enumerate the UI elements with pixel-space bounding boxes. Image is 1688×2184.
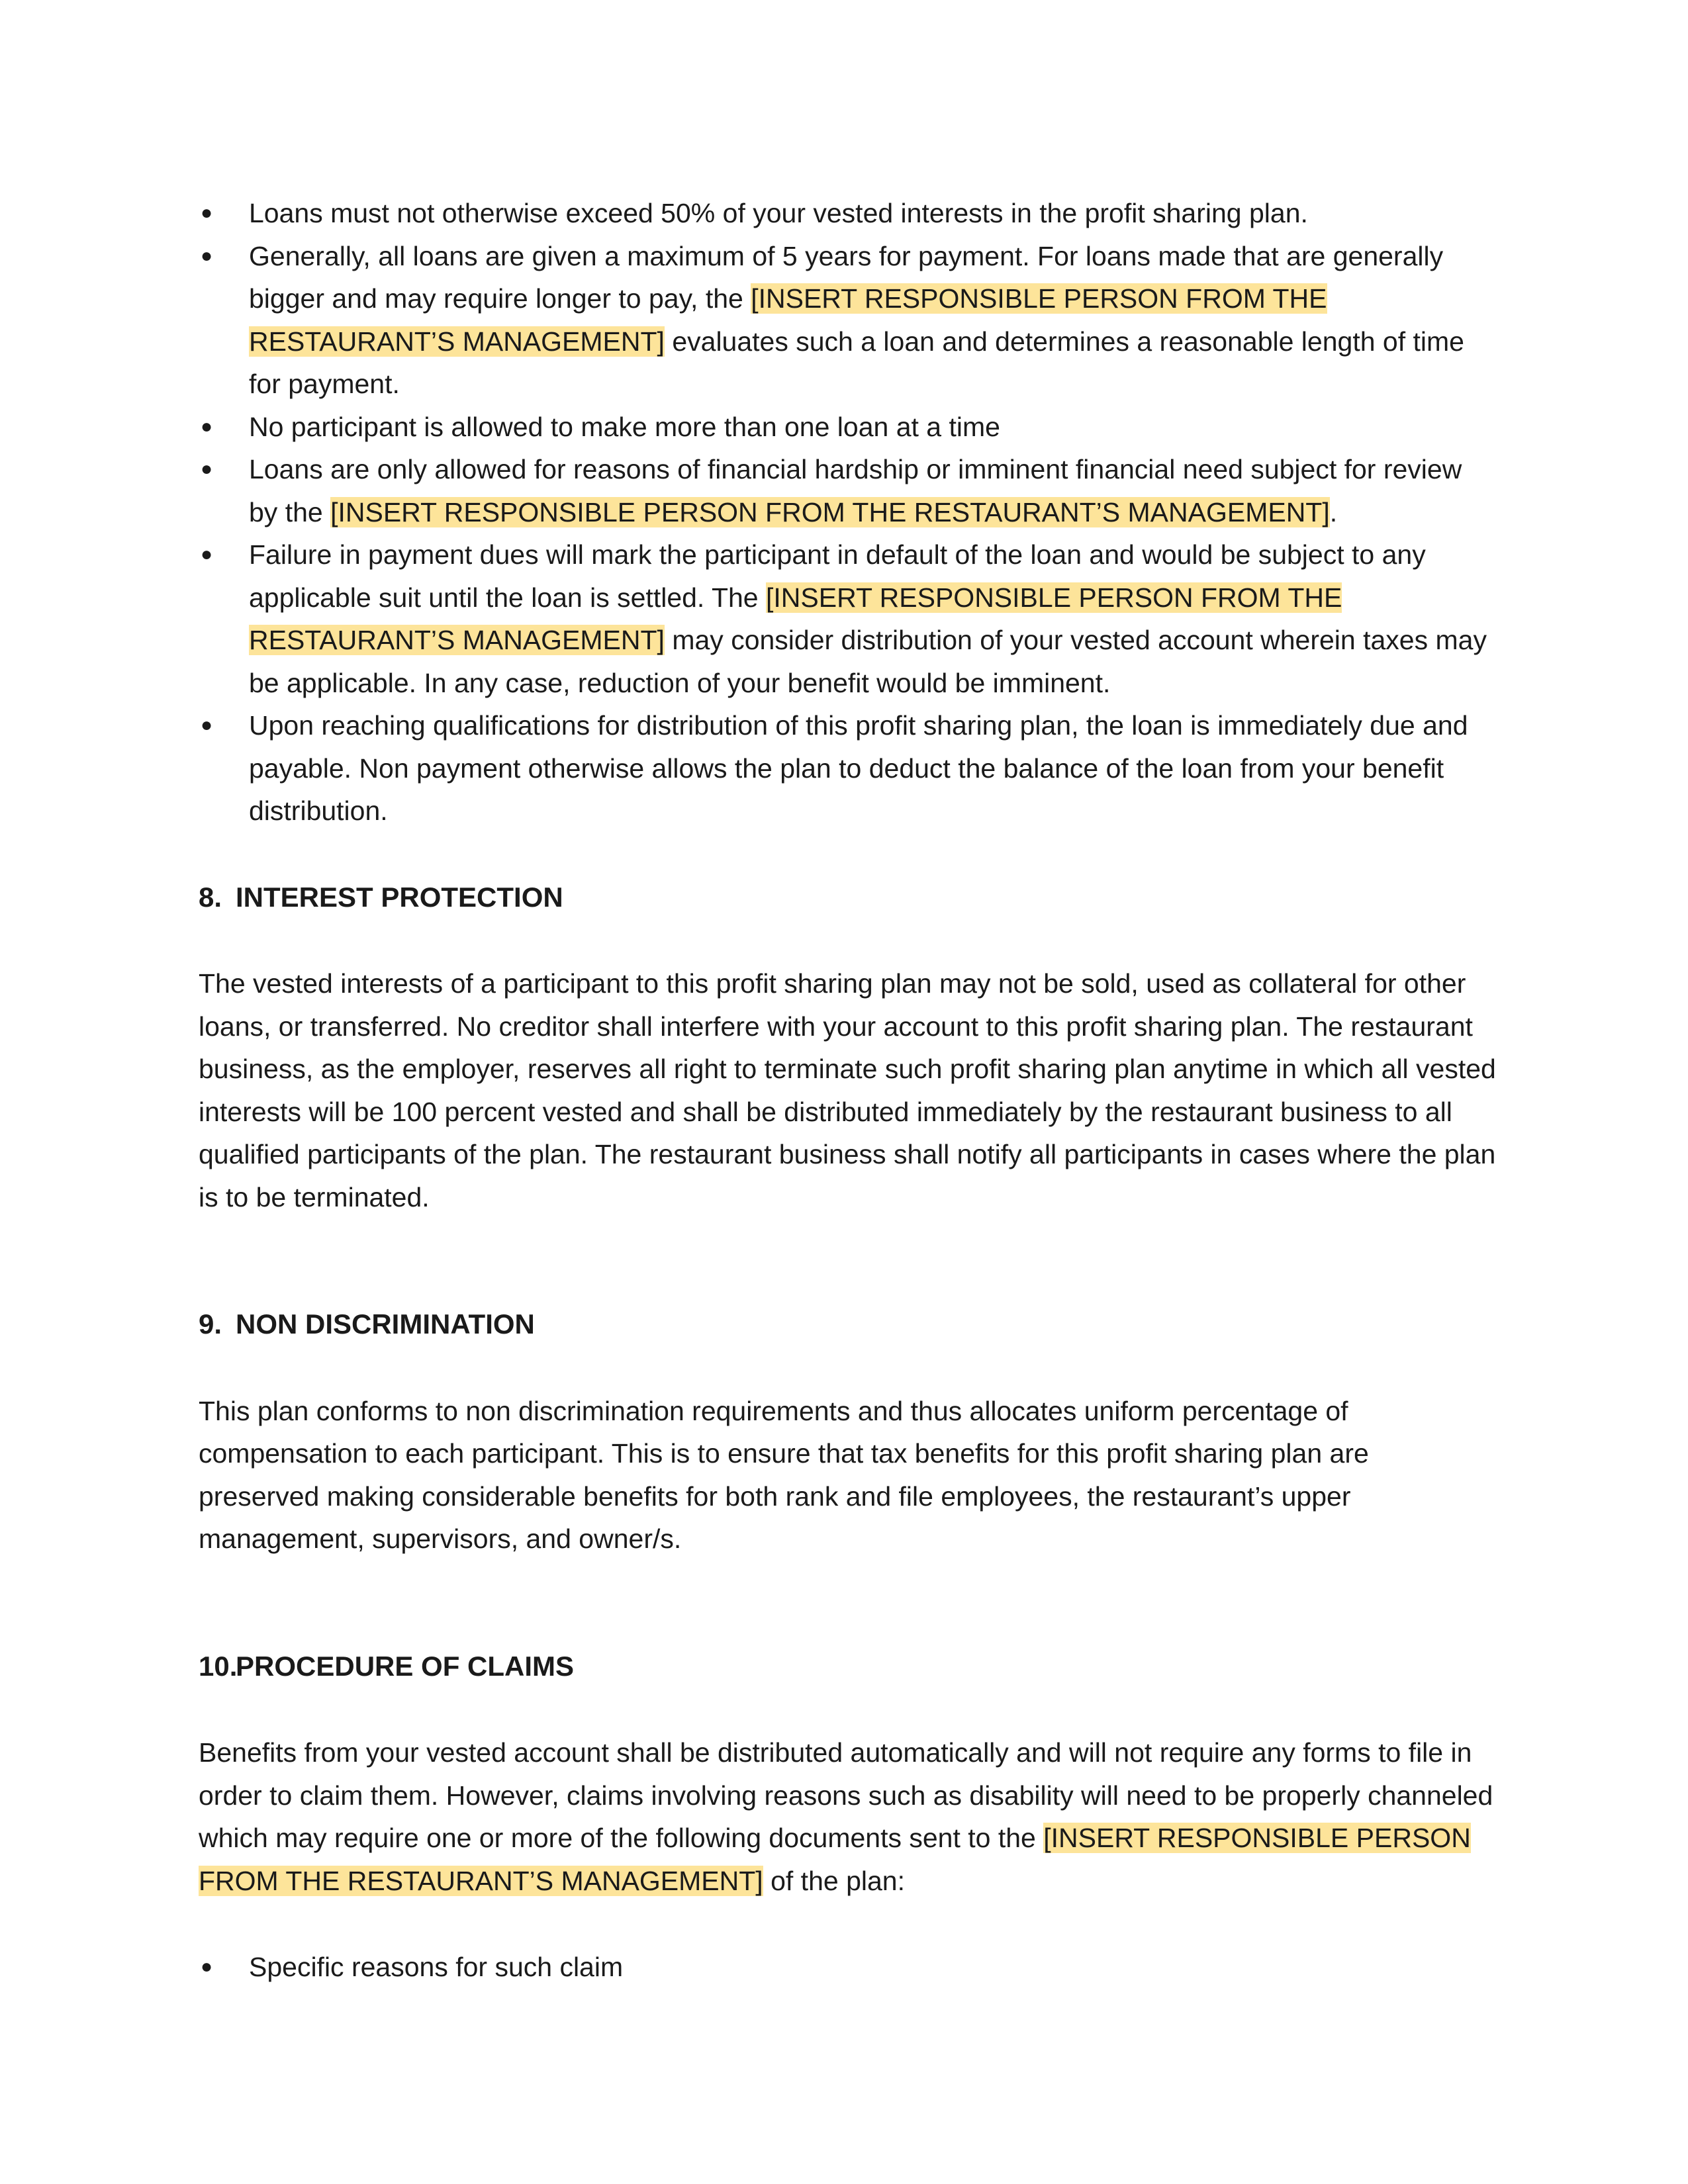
spacer — [199, 1218, 1496, 1303]
placeholder-highlight: [INSERT RESPONSIBLE PERSON FROM THE RESTAURANT’S MANAGEMENT] — [199, 1823, 1471, 1896]
bullet-text: No participant is allowed to make more than one loan at a time — [249, 411, 1000, 442]
loan-rules-list — [199, 192, 1496, 833]
spacer — [199, 1346, 1496, 1390]
section-heading-non-discrimination — [199, 1303, 1496, 1346]
bullet-text: Specific reasons for such claim — [249, 1952, 624, 1982]
bullet-icon: ● — [200, 1956, 213, 1978]
spacer — [199, 919, 1496, 962]
section-number: 9. — [199, 1308, 222, 1340]
section-title: PROCEDURE OF CLAIMS — [236, 1650, 575, 1682]
section-title: NON DISCRIMINATION — [236, 1308, 535, 1340]
section-body-non-discrimination: This plan conforms to non discrimination requirements and thus allocates uniform percentage of compensation to each participant. This is to ensure that tax benefits for this profit sharing plan are preserved making considerable benefits for both rank and file employees, the restaurant’s upper management, supervisors, and owner/s. — [199, 1395, 1369, 1554]
section-heading-procedure-of-claims — [199, 1645, 1496, 1688]
section-body-procedure-of-claims — [199, 1731, 1496, 1902]
bullet-icon: ● — [200, 415, 213, 437]
spacer — [199, 1902, 1496, 1946]
bullet-text: Failure in payment dues will mark the participant in default of the loan and would be subject to any applicable suit until the loan is settled. The — [249, 539, 1426, 613]
bullet-icon: ● — [200, 202, 213, 224]
bullet-text: . — [1329, 496, 1338, 527]
placeholder-highlight: [INSERT RESPONSIBLE PERSON FROM THE RESTAURANT’S MANAGEMENT] — [249, 283, 1327, 357]
list-item — [199, 704, 1496, 833]
bullet-text: Loans are only allowed for reasons of financial hardship or imminent financial need subject for review by the — [249, 454, 1462, 527]
list-item — [199, 533, 1496, 704]
section-body-interest-protection: The vested interests of a participant to this profit sharing plan may not be sold, used as collateral for other loans, or transferred. No creditor shall interfere with your account to this profit sharing plan. The restaurant business, as the employer, reserves all right to terminate such profit sharing plan anytime in which all vested interests will be 100 percent vested and shall be distributed immediately by the restaurant business to all qualified participants of the plan. The restaurant business shall notify all participants in cases where the plan is to be terminated. — [199, 968, 1496, 1212]
placeholder-highlight: [INSERT RESPONSIBLE PERSON FROM THE RESTAURANT’S MANAGEMENT] — [330, 496, 1330, 527]
section-number: 8. — [199, 881, 222, 913]
bullet-icon: ● — [200, 714, 213, 736]
document-content — [199, 192, 1496, 1989]
bullet-icon: ● — [200, 458, 213, 480]
section-number: 10. — [199, 1650, 238, 1682]
bullet-text: Generally, all loans are given a maximum of 5 years for payment. For loans made that are generally bigger and may require longer to pay, the — [249, 240, 1444, 314]
bullet-icon: ● — [200, 244, 213, 267]
section-title: INTEREST PROTECTION — [236, 881, 563, 913]
list-item — [199, 406, 1496, 449]
list-item — [199, 192, 1496, 235]
section-heading-interest-protection — [199, 876, 1496, 919]
bullet-text: may consider distribution of your vested account wherein taxes may be applicable. In any case, reduction of your benefit would be imminent. — [249, 625, 1487, 698]
list-item — [199, 448, 1496, 533]
spacer — [199, 1688, 1496, 1731]
bullet-text: Upon reaching qualifications for distribution of this profit sharing plan, the loan is immediately due and payable. Non payment otherwise allows the plan to deduct the balance of the loan from your benefit distribution. — [249, 710, 1468, 826]
spacer — [199, 1561, 1496, 1645]
bullet-text: Loans must not otherwise exceed 50% of your vested interests in the profit sharing plan. — [249, 198, 1308, 228]
list-item — [199, 235, 1496, 406]
placeholder-highlight: [INSERT RESPONSIBLE PERSON FROM THE RESTAURANT’S MANAGEMENT] — [249, 582, 1342, 655]
body-text: Benefits from your vested account shall be distributed automatically and will not require any forms to file in order to claim them. However, claims involving reasons such as disability will need to be properly channeled which may require one or more of the following documents sent to the — [199, 1737, 1493, 1853]
bullet-text: evaluates such a loan and determines a reasonable length of time for payment. — [249, 326, 1464, 399]
body-text: of the plan: — [763, 1865, 905, 1896]
bullet-icon: ● — [200, 543, 213, 565]
spacer — [199, 833, 1496, 876]
claim-documents-list — [199, 1946, 1496, 1989]
list-item — [199, 1946, 1496, 1989]
